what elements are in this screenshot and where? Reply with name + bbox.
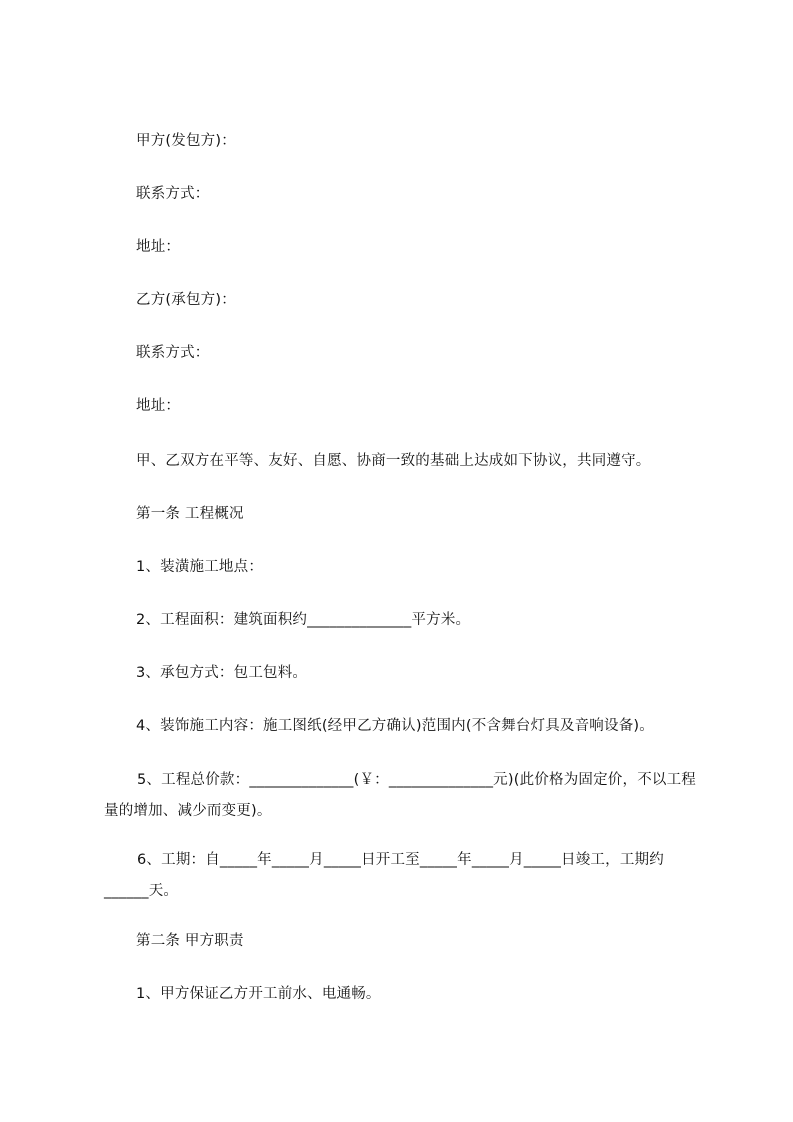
clause-2-1: 1、甲方保证乙方开工前水、电通畅。	[136, 986, 381, 1002]
party-a-address-label: 地址：	[136, 239, 181, 255]
party-b-address-label: 地址：	[136, 398, 181, 414]
clause-1-3: 3、承包方式：包工包料。	[136, 665, 308, 681]
clause-1-4: 4、装饰施工内容：施工图纸(经甲乙方确认)范围内(不含舞台灯具及音响设备)。	[136, 718, 654, 734]
article-1-heading: 第一条 工程概况	[136, 506, 244, 522]
party-b-label: 乙方(承包方)：	[136, 292, 236, 308]
clause-1-2: 2、工程面积：建筑面积约______________平方米。	[136, 612, 471, 628]
clause-1-5: 5、工程总价款：______________(￥：______________元)(此价格为固定价，不以工程量的增加、减少而变更)。	[104, 772, 696, 819]
party-a-contact-label: 联系方式：	[136, 186, 210, 202]
clause-1-6: 6、工期：自_____年_____月_____日开工至_____年_____月_____日竣工，工期约______天。	[104, 852, 664, 899]
clause-1-1: 1、装潢施工地点：	[136, 559, 264, 575]
party-a-label: 甲方(发包方)：	[136, 133, 236, 149]
article-2-heading: 第二条 甲方职责	[136, 933, 244, 949]
preamble-paragraph: 甲、乙双方在平等、友好、自愿、协商一致的基础上达成如下协议，共同遵守。	[136, 453, 651, 469]
party-b-contact-label: 联系方式：	[136, 345, 210, 361]
